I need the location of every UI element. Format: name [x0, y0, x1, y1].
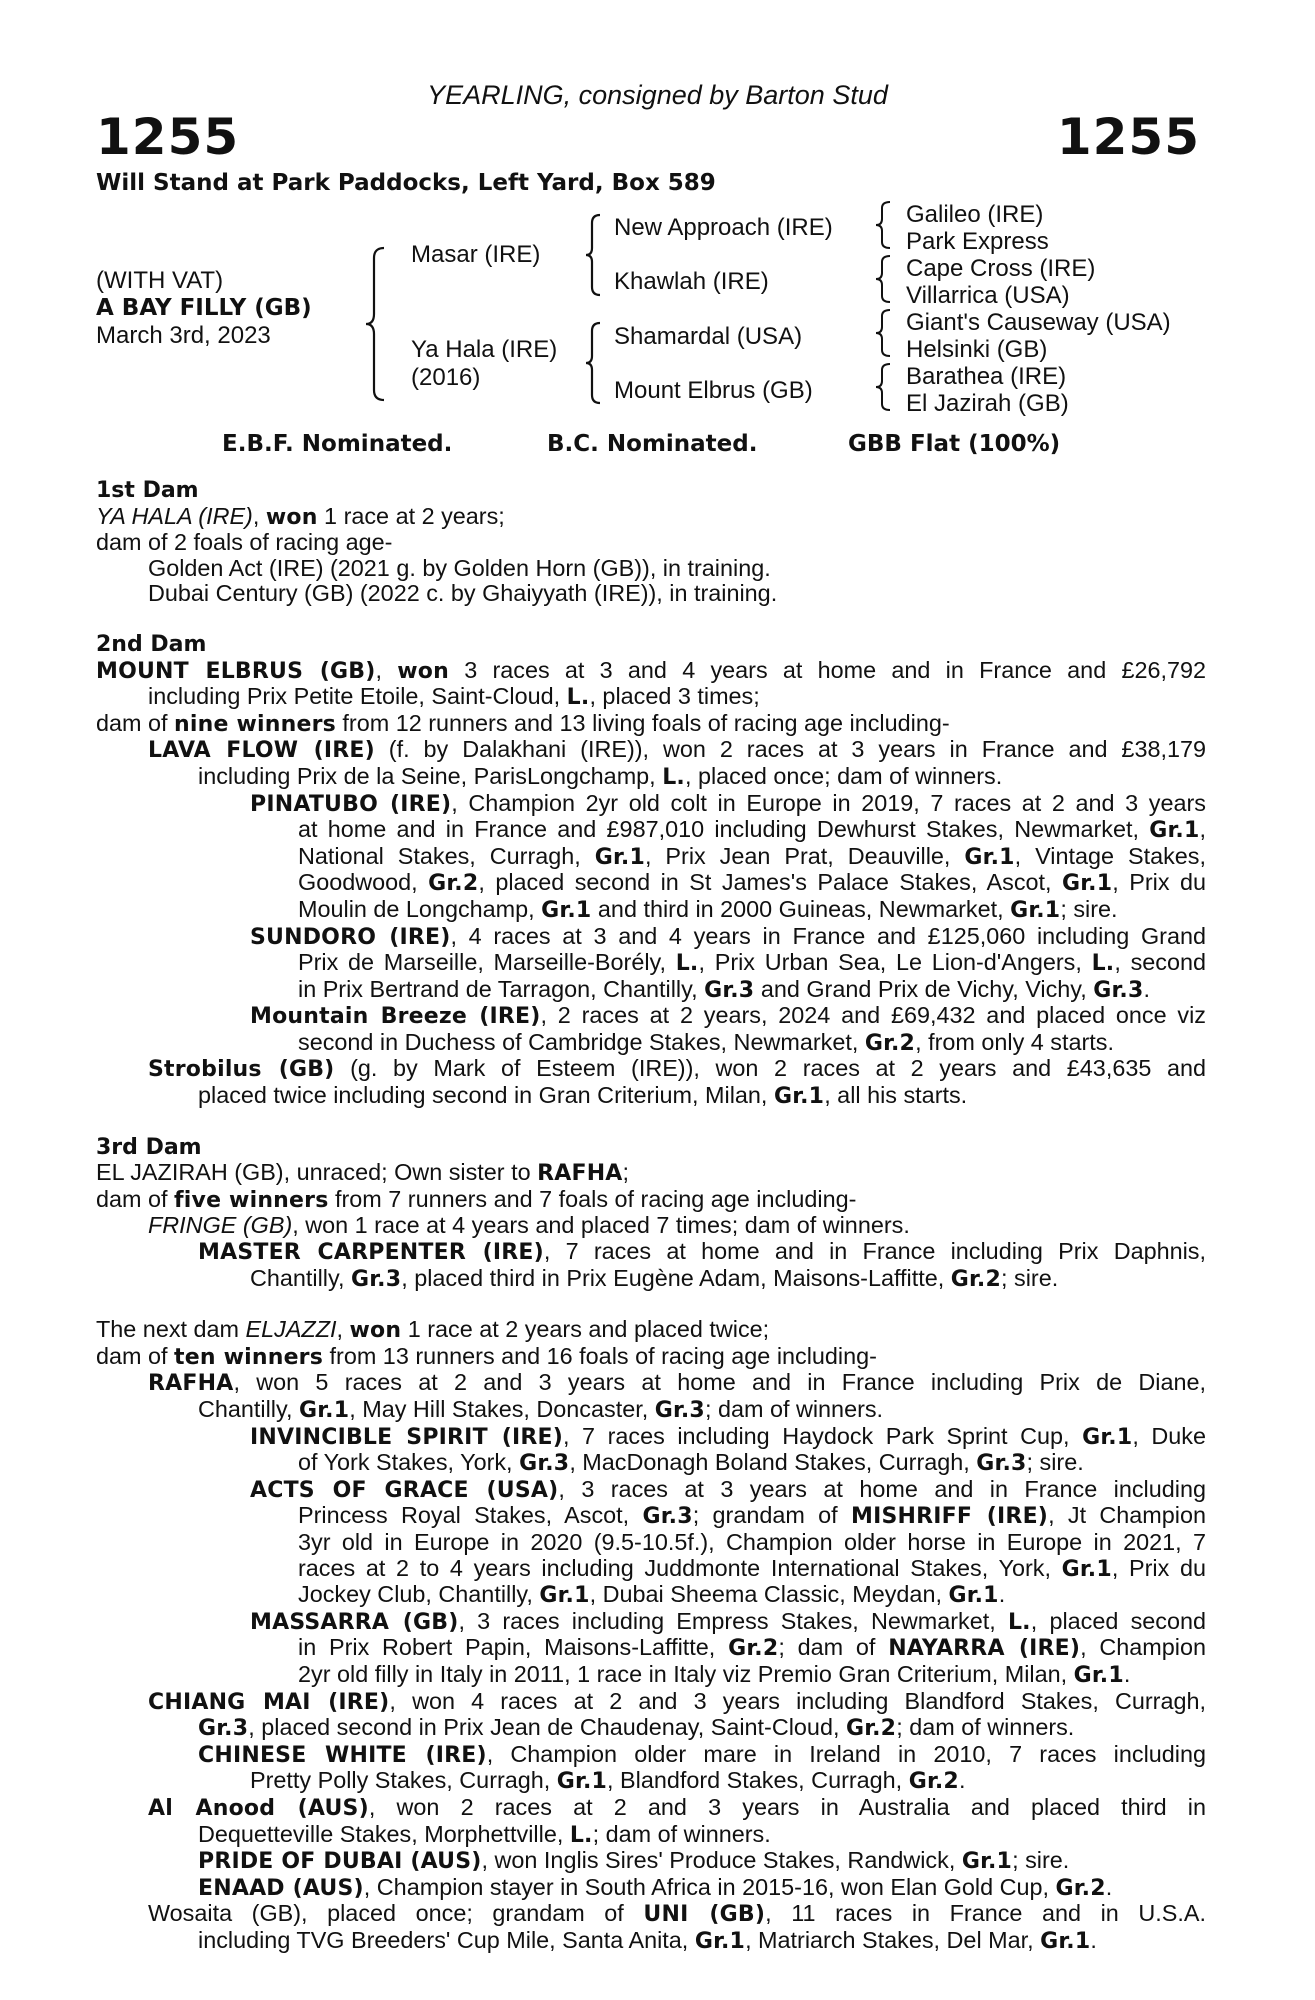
text: .	[1105, 1873, 1113, 1900]
text: Chantilly,	[250, 1264, 351, 1291]
stand-location: Will Stand at Park Paddocks, Left Yard, Box 589	[96, 170, 716, 196]
text: Pretty Polly Stakes, Curragh,	[250, 1767, 557, 1794]
next-dam-line	[96, 1344, 1206, 1371]
next-dam-line	[96, 1635, 1206, 1662]
dam-name: Ya Hala (IRE)	[411, 336, 558, 363]
first-dam-section	[96, 478, 1206, 607]
grade: Gr.1	[298, 1398, 350, 1423]
text: from 12 runners and 13 living foals of racing age including-	[335, 709, 950, 736]
produce-line: Dubai Century (GB) (2022 c. by Ghaiyyath (IRE)), in training.	[148, 580, 778, 607]
second-dam-line	[96, 764, 1206, 791]
gd-villarrica: Villarrica (USA)	[906, 282, 1070, 309]
horse-name: LAVA FLOW (IRE)	[148, 738, 375, 764]
next-dam-line	[96, 1556, 1206, 1583]
text: , placed third in Prix Eugène Adam, Maisons-Laffitte,	[401, 1264, 951, 1291]
gd-park-express: Park Express	[906, 228, 1049, 255]
catalogue-body	[96, 478, 1206, 1979]
winners-count: five winners	[174, 1187, 329, 1213]
next-dam-line	[96, 1848, 1206, 1875]
vat-note: (WITH VAT)	[96, 267, 224, 294]
next-dam-line	[96, 1662, 1206, 1689]
lot-horse-name: A BAY FILLY (GB)	[96, 295, 312, 321]
winners-count: nine winners	[174, 711, 336, 737]
text: ; sire.	[1060, 895, 1118, 922]
next-dam-line	[96, 1768, 1206, 1795]
text: , 11 races in France and in U.S.A.	[765, 1900, 1206, 1927]
text: , Champion 2yr old colt in Europe in 2019, 7 races at 2 and 3 years	[451, 789, 1207, 816]
foaling-date: March 3rd, 2023	[96, 322, 271, 349]
next-dam-line	[96, 1689, 1206, 1716]
grade: L.	[1091, 951, 1115, 977]
sire-name: Masar (IRE)	[411, 241, 541, 268]
grade: Gr.2	[864, 1030, 916, 1056]
grade: Gr.1	[964, 844, 1015, 870]
text: , won Inglis Sires' Produce Stakes, Randwick,	[481, 1847, 962, 1874]
grade: Gr.2	[845, 1716, 897, 1742]
grade: L.	[675, 951, 699, 977]
gd-el-jazirah: El Jazirah (GB)	[906, 390, 1069, 417]
text: ; dam of winners.	[704, 1396, 884, 1422]
text: 1 race at 2 years;	[317, 502, 505, 529]
second-dam-section	[96, 632, 1206, 1110]
grade: Gr.1	[961, 1849, 1013, 1875]
text: .	[958, 1767, 966, 1794]
grade: Gr.1	[694, 1928, 746, 1954]
text: , placed 3 times;	[589, 683, 760, 710]
grade: Gr.1	[1082, 1424, 1133, 1450]
grade: Gr.2	[908, 1769, 959, 1795]
text: dam of	[96, 1185, 175, 1212]
next-dam-line	[96, 1450, 1206, 1477]
text: , Blandford Stakes, Curragh,	[607, 1767, 909, 1794]
text: including Prix de la Seine, ParisLongchamp,	[198, 762, 663, 789]
next-dam-line: 3yr old in Europe in 2020 (9.5-10.5f.), Champion older horse in Europe in 2021, 7	[298, 1528, 1206, 1555]
text: including TVG Breeders' Cup Mile, Santa Anita,	[198, 1926, 695, 1953]
pedigree-brace-dd	[872, 361, 896, 413]
first-dam-heading: 1st Dam	[96, 478, 199, 503]
third-dam-line	[96, 1266, 1206, 1293]
grade: Gr.2	[950, 1266, 1002, 1292]
text: , 3 races at 3 years at home and in France including	[558, 1475, 1206, 1502]
second-dam-line	[96, 658, 1206, 685]
grade: Gr.1	[556, 1769, 608, 1795]
grade: Gr.1	[773, 1084, 825, 1110]
text: .	[1143, 975, 1150, 1002]
horse-name: INVINCIBLE SPIRIT (IRE)	[250, 1424, 563, 1450]
text: , Vintage Stakes,	[1014, 842, 1206, 869]
pedigree-brace-ds	[872, 307, 896, 359]
next-dam-line	[96, 1609, 1206, 1636]
grade: Gr.3	[198, 1716, 249, 1742]
text: 2yr old filly in Italy in 2011, 1 race in Italy viz Premio Gran Criterium, Milan,	[298, 1660, 1074, 1687]
bc-nomination: B.C. Nominated.	[547, 431, 758, 457]
lot-number-left: 1255	[96, 108, 240, 166]
text: ; dam of winners.	[896, 1714, 1075, 1741]
grade: Gr.1	[541, 897, 592, 923]
next-dam-section	[96, 1317, 1206, 1954]
text: , MacDonagh Boland Stakes, Curragh,	[569, 1449, 977, 1476]
second-dam-line	[96, 977, 1206, 1004]
text: , second	[1114, 949, 1206, 976]
won-label: won	[349, 1318, 402, 1344]
third-dam-line	[96, 1213, 1206, 1239]
won-label: won	[265, 504, 318, 530]
text: , won 2 races at 2 and 3 years in Australia and placed third in	[368, 1793, 1206, 1820]
text: 3 races at 3 and 4 years at home and in France and £26,792	[448, 656, 1207, 683]
pedigree-brace-sd	[872, 253, 896, 305]
second-dam-line	[96, 737, 1206, 764]
next-dam-line	[96, 1503, 1206, 1530]
second-dam-line	[96, 870, 1206, 897]
text: , placed once; dam of winners.	[684, 762, 1003, 789]
text: ; dam of winners.	[592, 1820, 771, 1847]
grade: Gr.1	[1149, 818, 1200, 844]
sire-sire: New Approach (IRE)	[614, 214, 833, 241]
text: from 13 runners and 16 foals of racing age including-	[323, 1342, 877, 1369]
text: Dequetteville Stakes, Morphettville,	[198, 1820, 570, 1847]
second-dam-heading: 2nd Dam	[96, 631, 207, 657]
text: , 2 races at 2 years, 2024 and £69,432 and placed once viz	[540, 1002, 1206, 1029]
text: .	[1123, 1660, 1131, 1687]
text: , won 1 race at 4 years and placed 7 times; dam of winners.	[292, 1212, 910, 1239]
second-dam-line	[96, 950, 1206, 977]
first-dam-line	[96, 504, 1206, 531]
next-dam-line	[96, 1582, 1206, 1609]
grade: Gr.1	[594, 844, 645, 870]
dam-name: YA HALA (IRE)	[96, 502, 253, 529]
grade: Gr.1	[1073, 1662, 1124, 1688]
text: Prix de Marseille, Marseille-Borély,	[298, 949, 676, 976]
text: ; sire.	[1012, 1847, 1070, 1874]
horse-name: FRINGE (GB)	[148, 1212, 293, 1239]
grade: L.	[569, 1822, 593, 1848]
grade: Gr.3	[654, 1398, 705, 1423]
ebf-nomination: E.B.F. Nominated.	[222, 431, 453, 457]
grade: L.	[662, 764, 685, 790]
text: (g. by Mark of Esteem (IRE)), won 2 races at 2 years and £43,635 and	[334, 1055, 1207, 1082]
text: ; sire.	[1026, 1449, 1084, 1476]
text: and Grand Prix de Vichy, Vichy,	[754, 975, 1094, 1002]
next-dam-line	[96, 1928, 1206, 1955]
text: of York Stakes, York,	[298, 1449, 520, 1476]
text: , placed second in St James's Palace Stakes, Ascot,	[478, 869, 1063, 896]
text: dam of	[96, 709, 175, 736]
produce-line: Golden Act (IRE) (2021 g. by Golden Horn (GB)), in training.	[148, 554, 771, 581]
horse-name: SUNDORO (IRE)	[250, 924, 451, 950]
third-dam-heading: 3rd Dam	[96, 1134, 202, 1160]
grade: Gr.2	[728, 1636, 779, 1662]
text: , won 4 races at 2 and 3 years including Blandford Stakes, Curragh,	[389, 1687, 1206, 1714]
text: Goodwood,	[298, 869, 429, 896]
text: .	[1090, 1926, 1097, 1953]
second-dam-line	[96, 1083, 1206, 1110]
text: , all his starts.	[824, 1082, 968, 1109]
text: , 7 races at home and in France including Prix Daphnis,	[543, 1238, 1207, 1265]
text: , Prix du	[1112, 869, 1206, 896]
grade: Gr.1	[539, 1583, 590, 1609]
horse-name: ENAAD (AUS)	[198, 1875, 364, 1901]
text: , Dubai Sheema Classic, Meydan,	[589, 1581, 949, 1608]
second-dam-line	[96, 1003, 1206, 1030]
grade: Gr.1	[1010, 897, 1061, 923]
text: in Prix Robert Papin, Maisons-Laffitte,	[298, 1634, 729, 1661]
horse-name: MASSARRA (GB)	[250, 1609, 459, 1635]
first-dam-line: dam of 2 foals of racing age-	[96, 529, 393, 556]
third-dam-section	[96, 1135, 1206, 1293]
text: EL JAZIRAH (GB), unraced; Own sister to	[96, 1159, 538, 1186]
grade: Gr.3	[704, 977, 755, 1003]
horse-name: PINATUBO (IRE)	[250, 791, 452, 817]
next-dam-line	[96, 1795, 1206, 1822]
second-dam-line	[96, 897, 1206, 924]
text: Chantilly,	[198, 1396, 299, 1422]
text: 1 race at 2 years and placed twice;	[401, 1316, 770, 1343]
horse-name: Mountain Breeze (IRE)	[250, 1004, 541, 1030]
grade: Gr.3	[350, 1266, 402, 1292]
text: , from only 4 starts.	[915, 1028, 1114, 1055]
horse-name: CHIANG MAI (IRE)	[148, 1689, 390, 1715]
text: and third in 2000 Guineas, Newmarket,	[591, 895, 1011, 922]
text: Jockey Club, Chantilly,	[298, 1581, 540, 1608]
text: , Champion stayer in South Africa in 2015-16, won Elan Gold Cup,	[363, 1873, 1056, 1900]
text: The next dam	[96, 1316, 246, 1343]
horse-name: Al Anood (AUS)	[148, 1795, 369, 1821]
text: at home and in France and £987,010 including Dewhurst Stakes, Newmarket,	[298, 816, 1150, 843]
next-dam-line	[96, 1397, 1206, 1424]
next-dam-line	[96, 1875, 1206, 1902]
text: , 4 races at 3 and 4 years in France and £125,060 including Grand	[450, 922, 1206, 949]
next-dam-line	[96, 1715, 1206, 1742]
text: ; sire.	[1001, 1264, 1059, 1291]
grade: Gr.3	[1093, 977, 1144, 1003]
grade: Gr.1	[1062, 871, 1113, 897]
text: National Stakes, Curragh,	[298, 842, 595, 869]
text: , 7 races including Haydock Park Sprint Cup,	[562, 1422, 1083, 1449]
second-dam-line	[96, 711, 1206, 738]
text: ,	[1199, 816, 1206, 843]
text: , Prix du	[1111, 1554, 1206, 1581]
winners-count: ten winners	[174, 1344, 324, 1370]
text: , Matriarch Stakes, Del Mar,	[745, 1926, 1041, 1953]
third-dam-line	[96, 1239, 1206, 1266]
gs-cape-cross: Cape Cross (IRE)	[906, 255, 1096, 282]
next-dam-line	[96, 1424, 1206, 1451]
grade: L.	[1007, 1609, 1031, 1635]
text: Princess Royal Stakes, Ascot,	[298, 1502, 643, 1529]
horse-name: UNI (GB)	[643, 1902, 766, 1928]
text: , won 5 races at 2 and 3 years at home and in France including Prix de Diane,	[233, 1369, 1206, 1396]
text: , 3 races including Empress Stakes, Newmarket,	[458, 1607, 1008, 1634]
text: , Jt Champion	[1048, 1502, 1207, 1529]
text: in Prix Bertrand de Tarragon, Chantilly,	[298, 975, 705, 1002]
grade: Gr.2	[1055, 1875, 1106, 1901]
text: second in Duchess of Cambridge Stakes, Newmarket,	[298, 1028, 865, 1055]
grade: L.	[566, 685, 590, 711]
second-dam-line	[96, 1030, 1206, 1057]
grade: Gr.2	[428, 871, 479, 897]
grade: Gr.3	[642, 1504, 693, 1530]
grade: Gr.3	[519, 1451, 570, 1477]
dam-sire: Shamardal (USA)	[614, 323, 803, 350]
grade: Gr.1	[1061, 1556, 1112, 1582]
text: ; grandam of	[692, 1502, 851, 1529]
second-dam-line	[96, 1056, 1206, 1083]
text: , placed second	[1030, 1607, 1207, 1634]
horse-name: NAYARRA (IRE)	[888, 1636, 1081, 1662]
text: , Prix Urban Sea, Le Lion-d'Angers,	[698, 949, 1092, 976]
next-dam-line	[96, 1477, 1206, 1504]
text: ,	[375, 656, 398, 683]
gs-giants-causeway: Giant's Causeway (USA)	[906, 309, 1171, 336]
gbb-nomination: GBB Flat (100%)	[848, 431, 1061, 457]
pedigree-brace-sire	[582, 212, 606, 298]
text: including Prix Petite Etoile, Saint-Cloud,	[148, 683, 567, 710]
second-dam-line	[96, 844, 1206, 871]
text: , Duke	[1132, 1422, 1207, 1449]
consignor-subtitle: YEARLING, consigned by Barton Stud	[427, 80, 888, 110]
text: from 7 runners and 7 foals of racing age including-	[328, 1185, 857, 1212]
gs-barathea: Barathea (IRE)	[906, 363, 1067, 390]
horse-name: MASTER CARPENTER (IRE)	[198, 1240, 544, 1266]
text: races at 2 to 4 years including Juddmonte International Stakes, York,	[298, 1554, 1062, 1581]
text: ;	[622, 1159, 630, 1186]
text: ,	[252, 502, 266, 529]
text: , Champion older mare in Ireland in 2010, 7 races including	[486, 1740, 1206, 1767]
text: .	[998, 1581, 1006, 1608]
text: placed twice including second in Gran Criterium, Milan,	[198, 1082, 774, 1109]
gs-galileo: Galileo (IRE)	[906, 201, 1044, 228]
next-dam-line	[96, 1822, 1206, 1849]
text: Wosaita (GB), placed once; grandam of	[148, 1900, 644, 1927]
second-dam-line	[96, 684, 1206, 711]
horse-name: MOUNT ELBRUS (GB)	[96, 658, 376, 684]
second-dam-line	[96, 924, 1206, 951]
second-dam-line	[96, 791, 1206, 818]
next-dam-line	[96, 1742, 1206, 1769]
horse-name: MISHRIFF (IRE)	[851, 1504, 1049, 1530]
grade: Gr.3	[976, 1451, 1027, 1477]
horse-name: ELJAZZI	[245, 1316, 337, 1343]
horse-name: ACTS OF GRACE (USA)	[250, 1477, 559, 1503]
lot-number-right: 1255	[1056, 108, 1200, 166]
next-dam-line	[96, 1370, 1206, 1397]
grade: Gr.1	[1040, 1928, 1091, 1954]
horse-name: PRIDE OF DUBAI (AUS)	[198, 1849, 482, 1875]
second-dam-line	[96, 817, 1206, 844]
text: , Champion	[1080, 1634, 1206, 1661]
horse-name: CHINESE WHITE (IRE)	[198, 1742, 487, 1768]
third-dam-line	[96, 1187, 1206, 1214]
next-dam-line	[96, 1901, 1206, 1928]
next-dam-line	[96, 1317, 1206, 1344]
text: , Prix Jean Prat, Deauville,	[644, 842, 965, 869]
won-label: won	[397, 658, 449, 684]
horse-name: RAFHA	[148, 1371, 234, 1397]
gd-helsinki: Helsinki (GB)	[906, 336, 1048, 363]
horse-name: RAFHA	[537, 1161, 623, 1187]
text: , placed second in Prix Jean de Chaudenay, Saint-Cloud,	[248, 1714, 846, 1741]
text: , May Hill Stakes, Doncaster,	[349, 1396, 655, 1422]
text: ; dam of	[778, 1634, 889, 1661]
dam-year: (2016)	[411, 364, 481, 391]
text: Moulin de Longchamp,	[298, 895, 542, 922]
horse-name: Strobilus (GB)	[148, 1057, 335, 1083]
sire-dam: Khawlah (IRE)	[614, 268, 769, 295]
pedigree-brace-main	[362, 244, 392, 404]
text: ,	[336, 1316, 350, 1343]
grade: Gr.1	[948, 1583, 999, 1609]
text: dam of	[96, 1342, 175, 1369]
dam-dam: Mount Elbrus (GB)	[614, 377, 813, 404]
text: (f. by Dalakhani (IRE)), won 2 races at 3 years in France and £38,179	[374, 736, 1206, 763]
pedigree-brace-ss	[872, 199, 896, 251]
third-dam-line	[96, 1160, 1206, 1187]
pedigree-brace-dam	[582, 320, 606, 406]
